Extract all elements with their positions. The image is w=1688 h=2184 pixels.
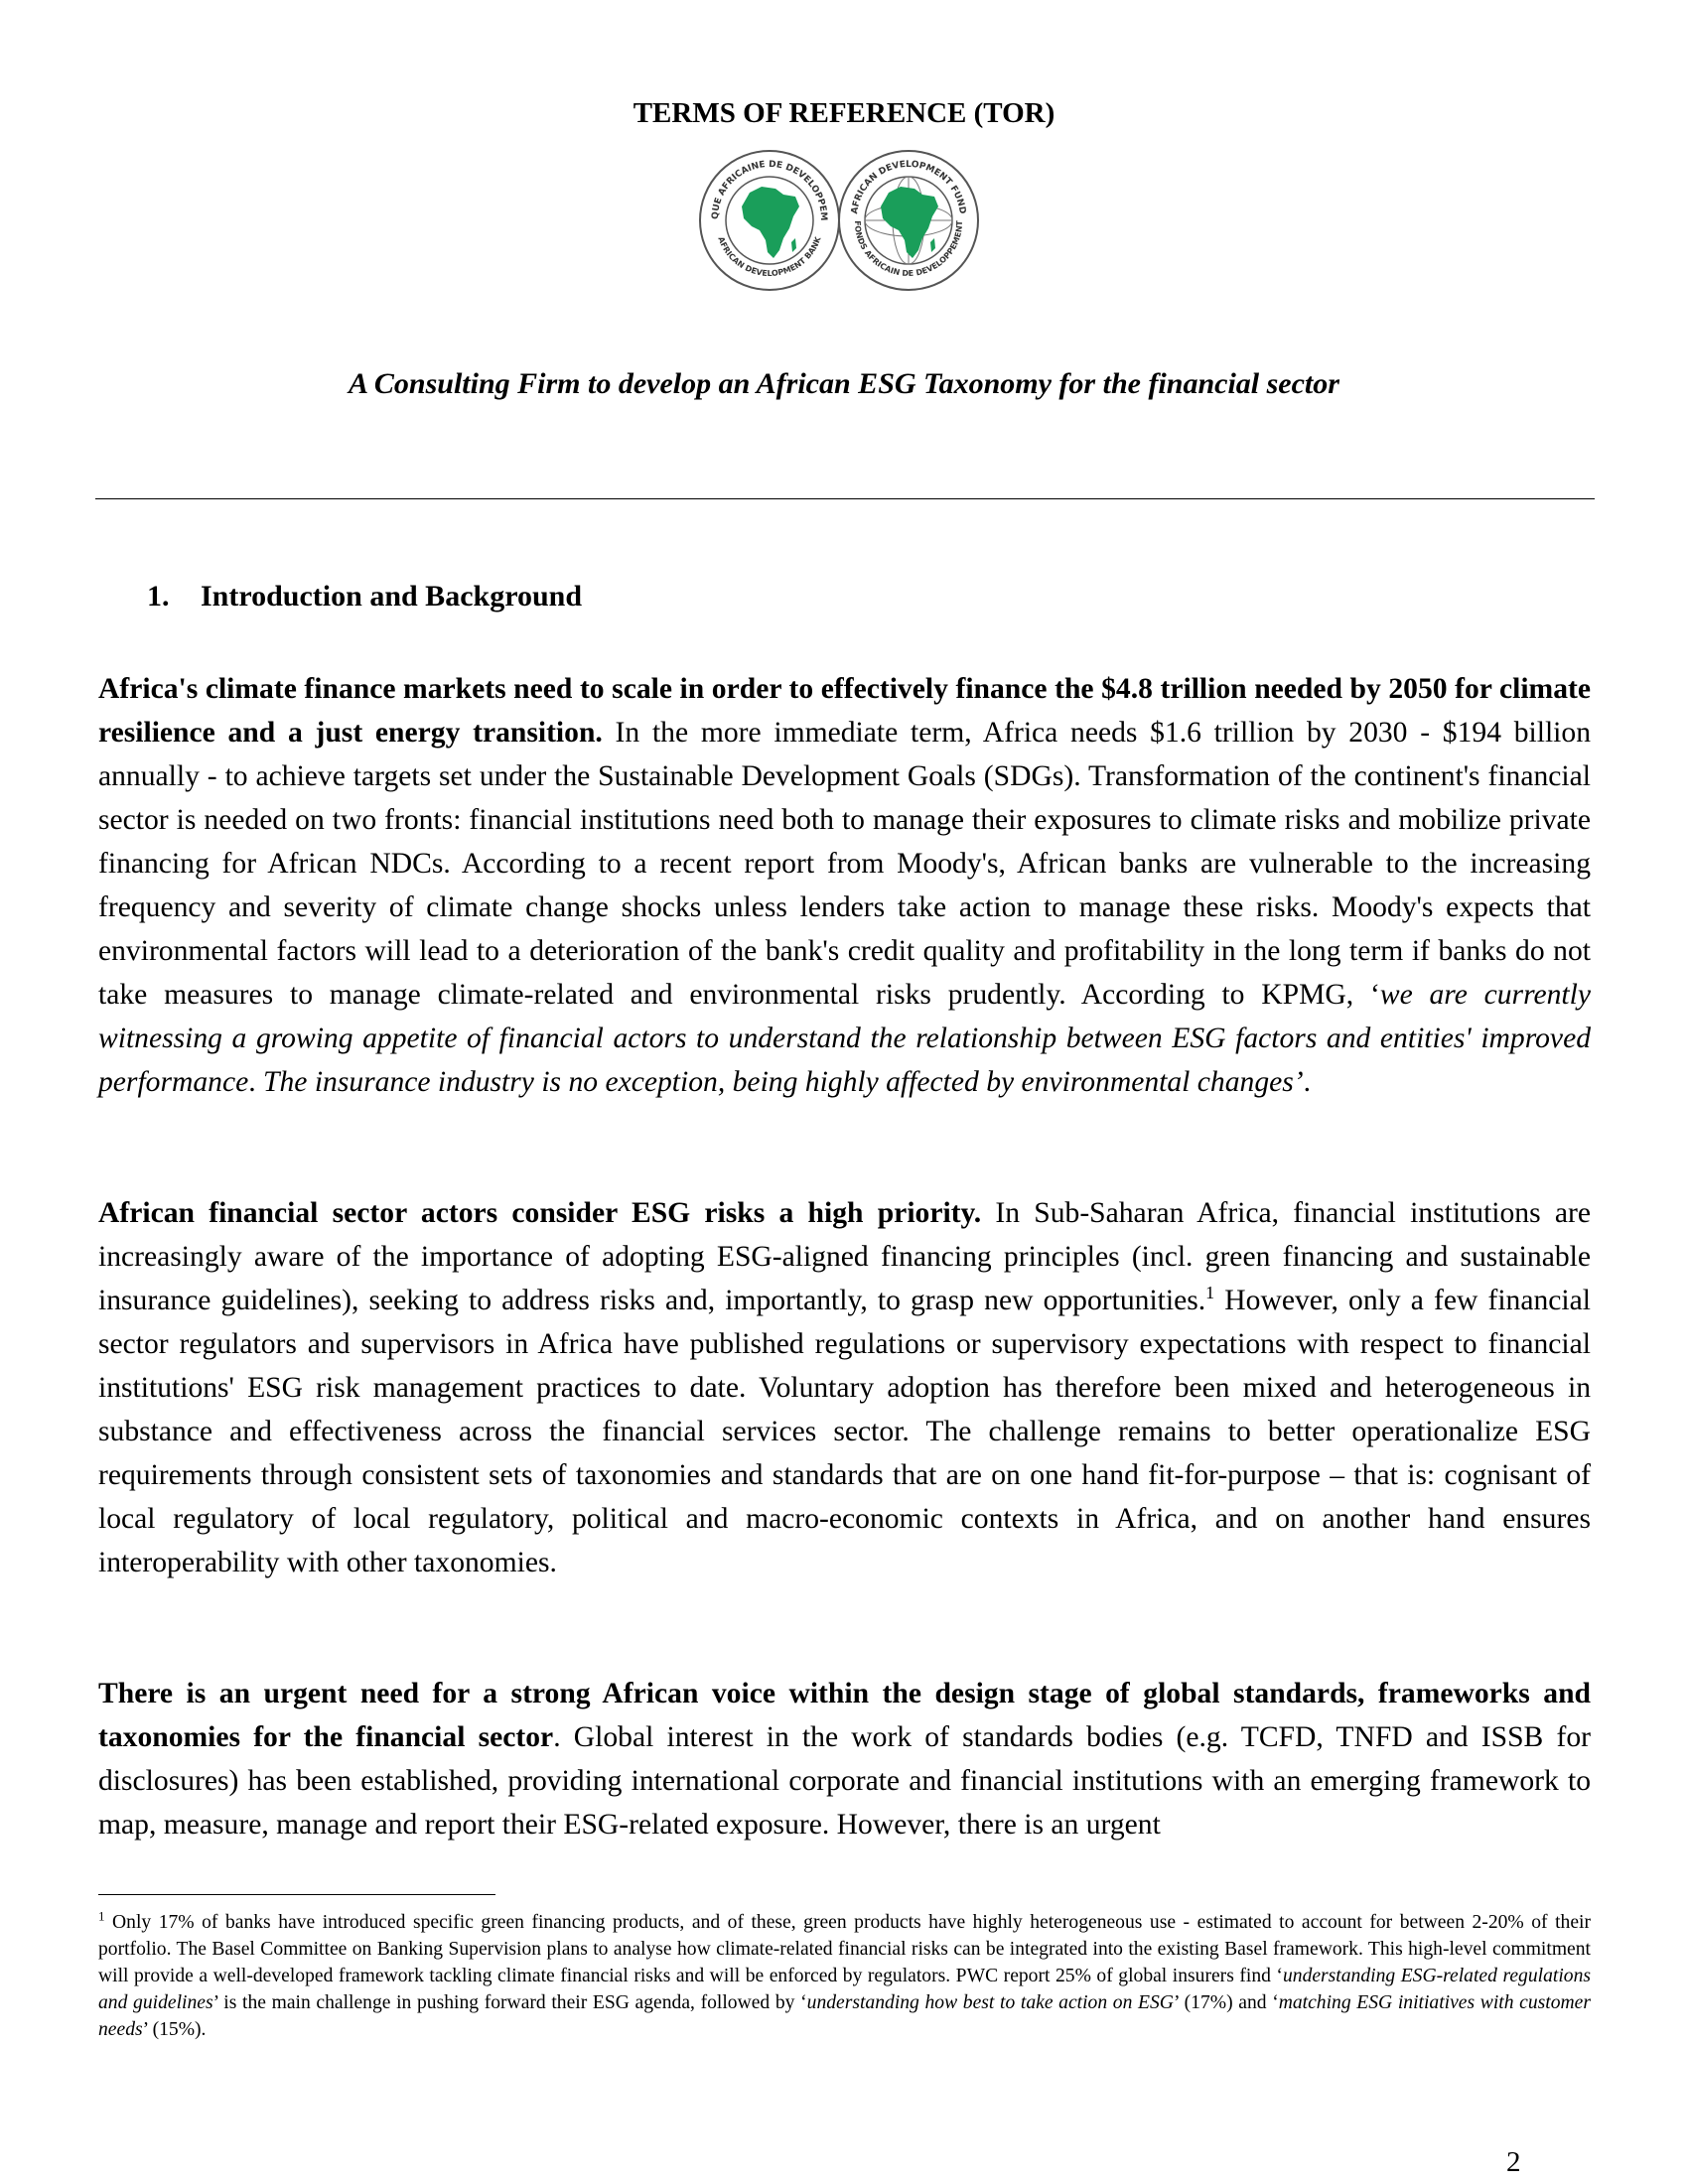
header-divider [95, 498, 1595, 499]
kpmg-quote-2: The insurance industry is no exception, being highly affected by environmental changes’ [263, 1066, 1304, 1098]
afdb-logos [698, 147, 986, 296]
footnote-marker: 1 [98, 1908, 105, 1924]
afdb-bank-emblem [698, 147, 839, 290]
section-heading [147, 580, 582, 614]
footnote-separator [98, 1894, 495, 1895]
paragraph-2-lead: African financial sector actors consider ESG risks a high priority. [98, 1197, 982, 1229]
paragraph-3-lead: There is an urgent need for a strong African voice within the design stage of global standards, frameworks and taxonomies for the financial sector [98, 1678, 1591, 1753]
footnote-italic-c: matching ESG initiatives with customer needs [98, 1992, 1591, 2040]
page-number: 2 [1506, 2146, 1521, 2178]
africa-map-left [742, 187, 799, 258]
footnote-text-c: ’ (17%) and ‘ [1173, 1992, 1279, 2013]
afdb-bank-text-top: QUE AFRICAINE DE DEVELOPPEM [710, 159, 829, 221]
footnote [98, 1909, 1591, 2043]
africa-map-right [881, 187, 938, 258]
paragraph-esg-priority [98, 1191, 1591, 1584]
paragraph-2-text-b: However, only a few financial sector regulators and supervisors in Africa have published regulations or supervisory expectations with respect to financial institutions' ESG risk management practices to date. Voluntary adoption has therefore been mixed and heterogeneous in substance and effectiveness across the financial services sector. The challenge remains to better operationalize ESG requirements through consistent sets of taxonomies and standards that are on one hand fit-for-purpose – that is: cognisant of local regulatory of local regulatory, political and macro-economic contexts in Africa, and on another hand ensures interoperability with other taxonomies. [98, 1285, 1591, 1578]
paragraph-1-text: In the more immediate term, Africa needs $1.6 trillion by 2030 - $194 billion annually - to achieve targets set under the Sustainable Development Goals (SDGs). Transformation of the continent's financial sector is needed on two fronts: financial institutions need both to manage their exposures to climate risks and mobilize private financing for African NDCs. According to a recent report from Moody's, African banks are vulnerable to the increasing frequency and severity of climate change shocks unless lenders take action to manage these risks. Moody's expects that environmental factors will lead to a deterioration of the bank's credit quality and profitability in the long term if banks do not take measures to manage climate-related and environmental risks prudently. According to KPMG, ‘ [98, 717, 1592, 1011]
paragraph-climate-finance [98, 667, 1591, 1104]
paragraph-1-end: . [1303, 1066, 1312, 1098]
afdb-logo-svg [698, 147, 986, 296]
document-subtitle: A Consulting Firm to develop an African ESG Taxonomy for the financial sector [349, 367, 1339, 400]
adf-fund-text-top: AFRICAN DEVELOPMENT FUND [850, 159, 967, 215]
adf-fund-emblem [839, 151, 978, 290]
afdb-bank-text-bottom: AFRICAN DEVELOPMENT BANK [716, 235, 823, 279]
section-number: 1. [147, 580, 170, 613]
paragraph-3-text: . Global interest in the work of standards bodies (e.g. TCFD, TNFD and ISSB for disclosures) has been established, providing international corporate and financial institutions with an emerging framework to map, measure, manage and report their ESG-related exposure. However, there is an urgent [98, 1721, 1591, 1841]
paragraph-african-voice [98, 1672, 1591, 1846]
paragraph-1-mid: . [248, 1066, 264, 1098]
footnote-italic-a: understanding ESG-related regulations and guidelines [98, 1966, 1591, 2013]
paragraph-2-text-a: In Sub-Saharan Africa, financial institutions are increasingly aware of the importance of adopting ESG-aligned financing principles (incl. green financing and sustainable insurance guidelines), seeking to address risks and, importantly, to grasp new opportunities. [98, 1197, 1591, 1316]
footnote-text-d: ’ (15%). [142, 2019, 207, 2040]
document-title: TERMS OF REFERENCE (TOR) [633, 97, 1055, 129]
paragraph-1-lead: Africa's climate finance markets need to scale in order to effectively finance the $4.8 trillion needed by 2050 for climate resilience and a just energy transition. [98, 673, 1591, 749]
footnote-text-b: ’ is the main challenge in pushing forward their ESG agenda, followed by ‘ [212, 1992, 807, 2013]
kpmg-quote-1: we are currently witnessing a growing appetite of financial actors to understand the relationship between ESG factors and entities' improved performance [98, 979, 1591, 1098]
section-title: Introduction and Background [201, 580, 583, 613]
footnote-reference[interactable]: 1 [1205, 1283, 1215, 1303]
footnote-text-a: Only 17% of banks have introduced specific green financing products, and of these, green products have highly heterogeneous use - estimated to account for between 2-20% of their portfolio. The Basel Committee on Banking Supervision plans to analyse how climate-related financial risks can be integrated into the existing Basel framework. This high-level commitment will provide a well-developed framework tackling climate financial risks and will be enforced by regulators. PWC report 25% of global insurers find ‘ [98, 1912, 1591, 1986]
footnote-italic-b: understanding how best to take action on ESG [806, 1992, 1174, 2013]
adf-fund-text-bottom: FONDS AFRICAIN DE DEVELOPPEMENT [852, 220, 965, 279]
